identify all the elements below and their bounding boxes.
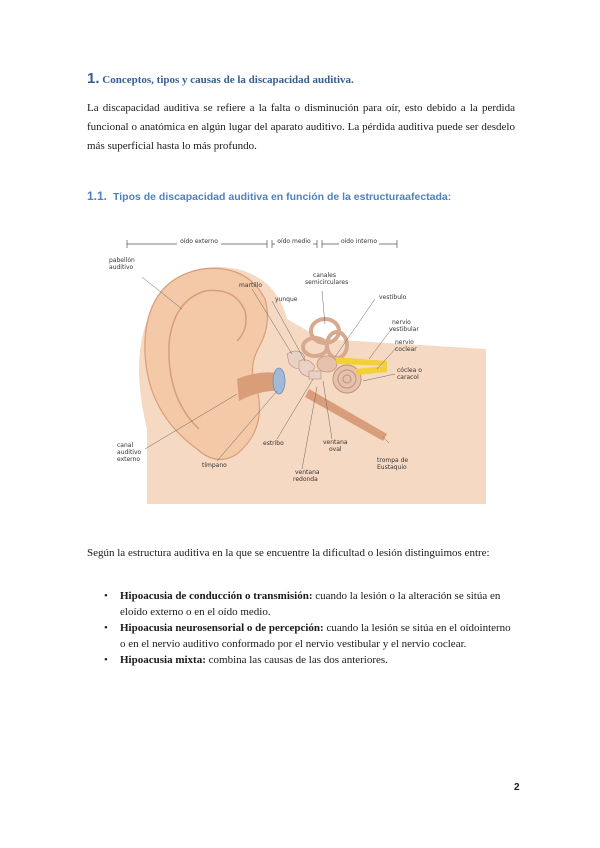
label-trompa: trompa de Eustaquio: [377, 457, 409, 471]
subsection-title: Tipos de discapacidad auditiva en función de la estructuraafectada:: [113, 191, 452, 203]
list-item: [87, 652, 515, 668]
section-paragraph: La discapacidad auditiva se refiere a la falta o disminución para oír, esto debido a la perdida funcional o anatómica en algún lugar del aparato auditivo. La pérdida auditiva puede ser desdelo más superficial hasta lo más profundo.: [87, 102, 515, 152]
label-timpano: tímpano: [202, 462, 227, 469]
list-item: [87, 620, 515, 652]
page-number: 2: [514, 782, 520, 793]
ear-diagram: [87, 229, 486, 504]
label-outer-ear: oído externo: [180, 238, 218, 245]
subsection-heading: [87, 189, 527, 203]
ear-anatomy-figure: [87, 229, 486, 504]
section-title: Conceptos, tipos y causas de la discapacidad auditiva.: [102, 74, 354, 86]
label-canal: canal auditivo externo: [117, 442, 142, 463]
intro-paragraph: Según la estructura auditiva en la que se encuentre la dificultad o lesión distinguimos entre:: [87, 547, 490, 559]
list-item-bold: Hipoacusia mixta:: [120, 654, 206, 666]
bullet: •: [104, 622, 108, 634]
label-canales: canales semicirculares: [305, 272, 349, 286]
label-yunque: yunque: [275, 296, 298, 303]
label-estribo: estribo: [263, 440, 284, 447]
vestibule-shape: [317, 356, 337, 372]
hypoacusis-list: [87, 588, 515, 668]
label-nervio-coclear: nervio coclear: [395, 339, 417, 353]
label-ventana-redonda: ventana redonda: [293, 469, 320, 483]
label-coclea: cóclea o caracol: [397, 367, 422, 381]
label-middle-ear: oído medio: [277, 238, 311, 245]
list-item-text: cuando la lesión se sitúa en el oídointerno o en el nervio auditivo conformado por el nervio vestibular y el nervio coclear.: [120, 622, 511, 650]
label-martillo: martillo: [239, 282, 263, 289]
label-vestibulo: vestíbulo: [379, 294, 407, 301]
tympanum-shape: [273, 368, 285, 394]
list-item-text: combina las causas de las dos anteriores.: [205, 654, 388, 666]
section-heading: [87, 70, 527, 87]
list-item-bold: Hipoacusia neurosensorial o de percepción:: [120, 622, 324, 634]
stapes-shape: [309, 371, 321, 379]
list-item-text: cuando la lesión o la alteración se sitúa en eloído externo o en el oído medio.: [120, 590, 501, 618]
bullet: •: [104, 654, 108, 666]
label-pabellon: pabellón auditivo: [109, 257, 135, 271]
subsection-number: 1.1.: [87, 189, 108, 203]
list-item-bold: Hipoacusia de conducción o transmisión:: [120, 590, 313, 602]
label-inner-ear: oído interno: [340, 238, 378, 245]
label-ventana-oval: ventana oval: [323, 439, 348, 453]
label-nervio-vestibular: nervio vestibular: [389, 319, 419, 333]
list-item: [87, 588, 515, 620]
section-number: 1.: [87, 70, 100, 87]
bullet: •: [104, 590, 108, 602]
